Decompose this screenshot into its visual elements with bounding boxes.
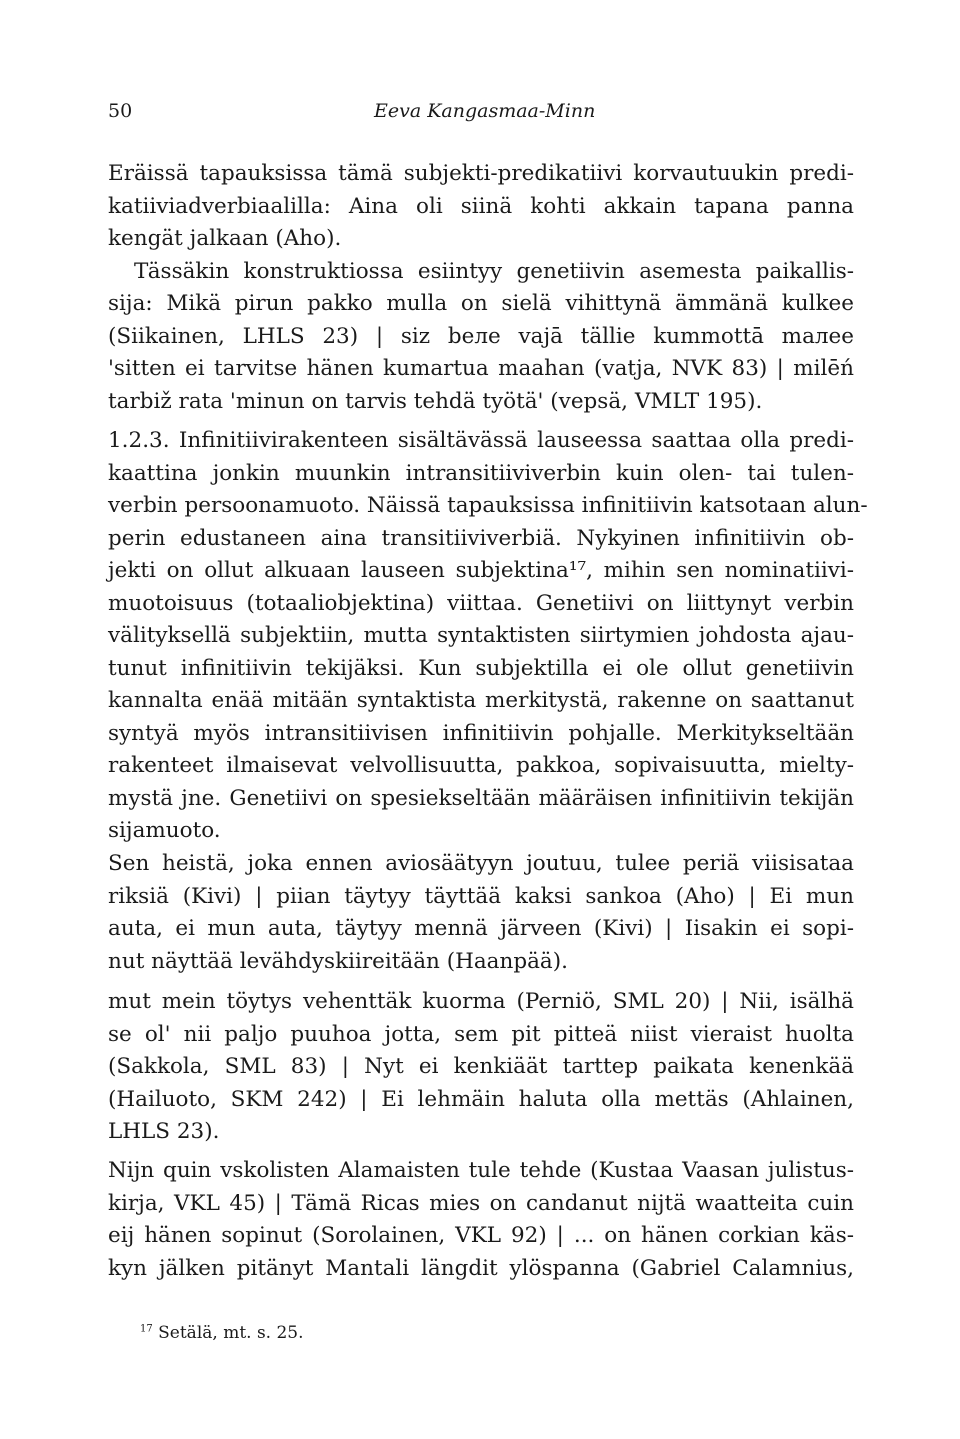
text-line: se ol' nii paljo puuhoa jotta, sem pit pitteä niist vieraist huolta <box>108 1021 854 1047</box>
paragraph-3 <box>108 848 854 978</box>
text-line: kannalta enää mitään syntaktista merkitystä, rakenne on saattanut <box>108 688 854 713</box>
text-line: eij hänen sopinut (Sorolainen, VKL 92) | ... on hänen corkian käs- <box>108 1223 854 1248</box>
text-line: (Siikainen, LHLS 23) | siz bеле vajā tällie kummottā maлee <box>108 323 854 349</box>
text-line: mystä jne. Genetiivi on spesiekseltään määräisen infinitiivin tekijän <box>108 785 854 811</box>
text-line: mut mein töytys vehenttäk kuorma (Perniö, SML 20) | Nii, isälhä <box>108 989 854 1014</box>
paragraph-1 <box>108 158 854 418</box>
text-line: välityksellä subjektiin, mutta syntaktisten siirtymien johdosta ajau- <box>108 623 854 648</box>
text-line: Tässäkin konstruktiossa esiintyy genetiivin asemesta paikallis- <box>134 258 854 284</box>
text-line: 'sitten ei tarvitse hänen kumartua maahan (vatja, NVK 83) | milēń <box>108 356 854 381</box>
paragraph-2 <box>108 425 868 848</box>
paragraph-4 <box>108 986 854 1149</box>
text-line: LHLS 23). <box>108 1119 220 1144</box>
text-line: tunut infinitiivin tekijäksi. Kun subjektilla ei ole ollut genetiivin <box>108 655 854 681</box>
text-line: 1.2.3. Infinitiivirakenteen sisältävässä lauseessa saattaa olla predi- <box>108 428 854 453</box>
text-line: auta, ei mun auta, täytyy mennä järveen (Kivi) | Iisakin ei sopi- <box>108 916 854 941</box>
page-header <box>108 100 854 130</box>
page-number: 50 <box>108 100 133 122</box>
text-line: kaattina jonkin muunkin intransitiiviverbin kuin olen- tai tulen- <box>108 460 854 486</box>
footnote <box>140 1323 304 1343</box>
text-line: sijamuoto. <box>108 818 221 843</box>
text-line: Eräissä tapauksissa tämä subjekti-predikatiivi korvautuukin predi- <box>108 161 854 186</box>
text-line: riksiä (Kivi) | piian täytyy täyttää kaksi sankoa (Aho) | Ei mun <box>108 883 854 909</box>
text-line: nut näyttää levähdyskiireitään (Haanpää). <box>108 948 568 974</box>
text-line: jekti on ollut alkuaan lauseen subjektina¹⁷, mihin sen nominatiivi- <box>108 558 854 583</box>
text-line: Nijn quin vskolisten Alamaisten tule tehde (Kustaa Vaasan julistus- <box>108 1158 854 1183</box>
text-line: tarbiž rata 'minun on tarvis tehdä työtä' (vepsä, VMLT 195). <box>108 388 763 414</box>
running-head: Eeva Kangasmaa-Minn <box>374 100 596 122</box>
text-line: (Hailuoto, SKM 242) | Ei lehmäin haluta olla mettäs (Ahlainen, <box>108 1086 854 1112</box>
text-line: katiiviadverbiaalilla: Aina oli siinä kohti akkain tapana panna <box>108 193 854 219</box>
text-line: Sen heistä, joka ennen aviosäätyyn joutuu, tulee periä viisisataa <box>108 851 854 876</box>
text-line: sija: Mikä pirun pakko mulla on sielä vihittynä ämmänä kulkee <box>108 291 854 316</box>
text-line: kirja, VKL 45) | Tämä Ricas mies on candanut nijtä waatteita cuin <box>108 1190 854 1216</box>
footnote-number: 17 <box>140 1323 153 1335</box>
text-line: kyn jälken pitänyt Mantali längdit ylöspanna (Gabriel Calamnius, <box>108 1255 854 1281</box>
text-line: perin edustaneen aina transitiiviverbiä. Nykyinen infinitiivin ob- <box>108 525 854 551</box>
text-line: (Sakkola, SML 83) | Nyt ei kenkiäät tarttep paikata kenenkää <box>108 1054 854 1079</box>
text-line: rakenteet ilmaisevat velvollisuutta, pakkoa, sopivaisuutta, mielty- <box>108 753 854 778</box>
text-line: kengät jalkaan (Aho). <box>108 226 342 251</box>
footnote-text: Setälä, mt. s. 25. <box>158 1323 304 1343</box>
paragraph-5 <box>108 1155 854 1285</box>
text-line: verbin persoonamuoto. Näissä tapauksissa infinitiivin katsotaan alun- <box>108 493 868 518</box>
text-line: muotoisuus (totaaliobjektina) viittaa. Genetiivi on liittynyt verbin <box>108 590 854 616</box>
text-line: syntyä myös intransitiivisen infinitiivin pohjalle. Merkitykseltään <box>108 720 854 746</box>
